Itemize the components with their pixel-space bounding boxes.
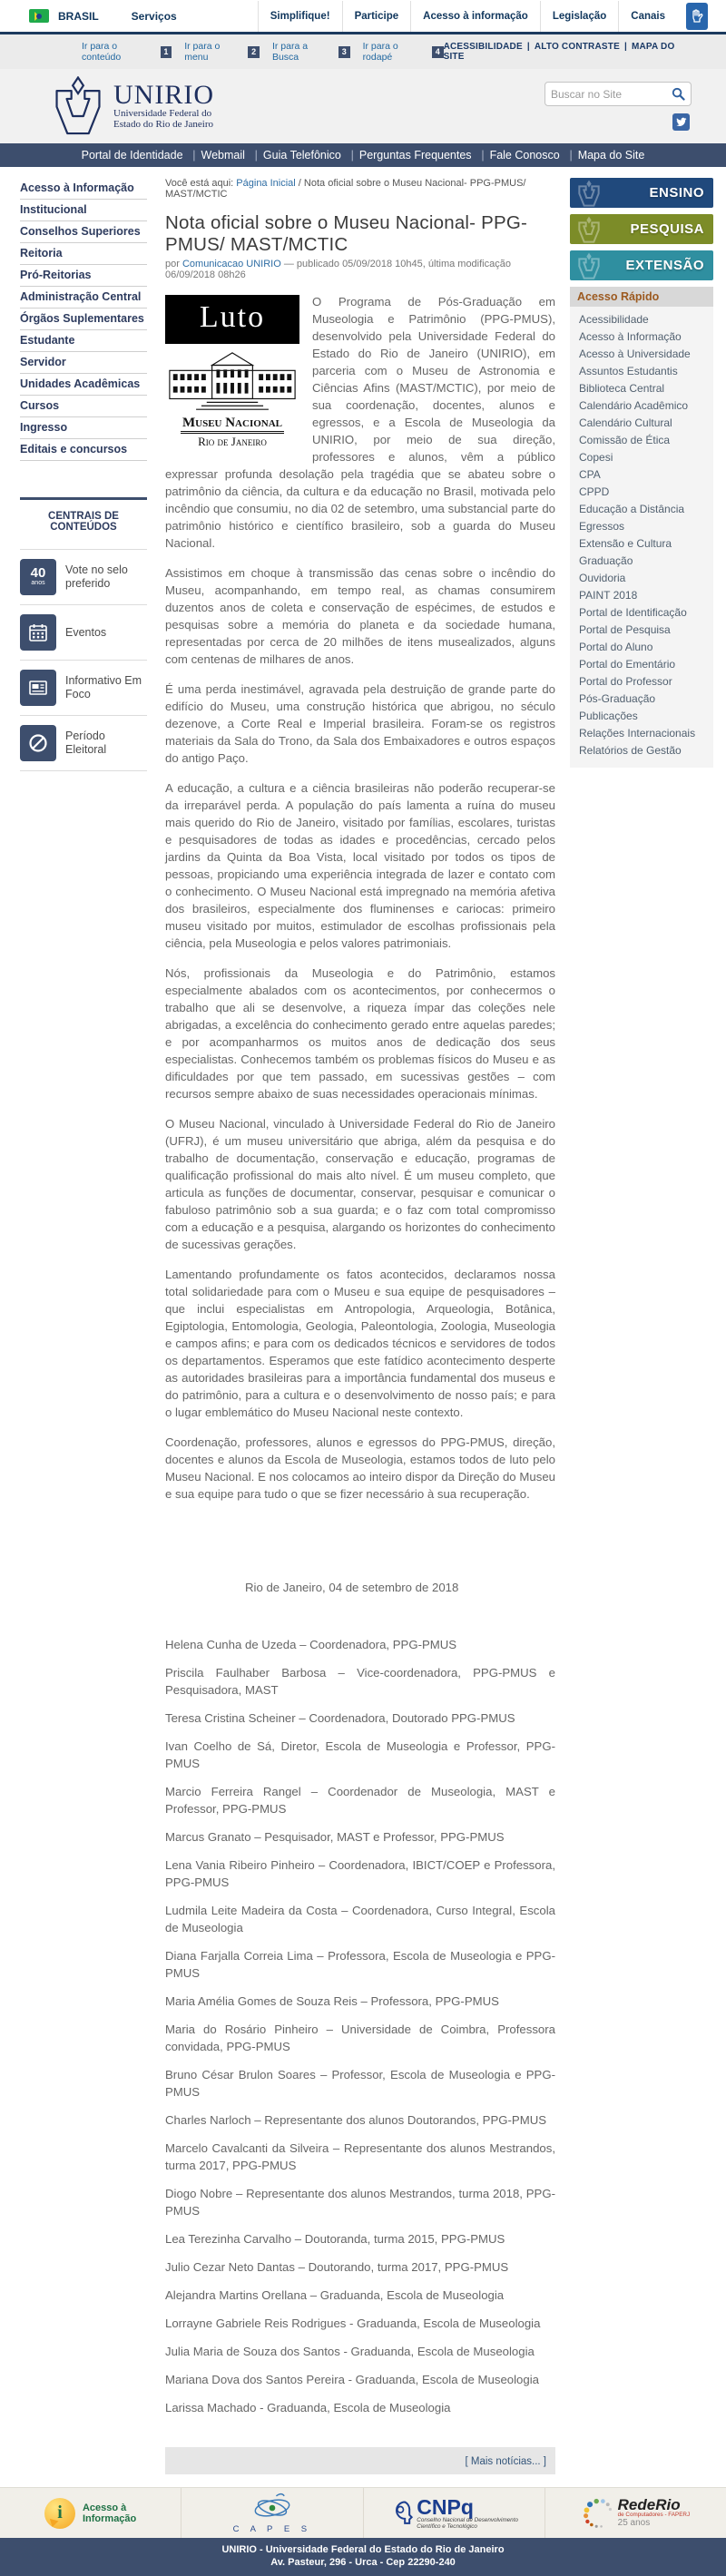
site-search: [544, 82, 692, 106]
40-anos-badge: 40 anos: [20, 559, 56, 595]
sidebar-box-label: Informativo Em Foco: [65, 674, 142, 700]
quick-access-link[interactable]: Egressos: [579, 519, 625, 533]
sidebar-nav-item[interactable]: Ingresso: [20, 417, 147, 439]
quick-access-link[interactable]: Ouvidoria: [579, 571, 626, 584]
ban-icon: [20, 725, 56, 761]
footer-university-name: UNIRIO - Universidade Federal do Estado do Rio de Janeiro: [221, 2544, 505, 2555]
skip-link-number: 2: [248, 46, 260, 58]
content-hubs-heading: CENTRAIS DE CONTEÚDOS: [48, 511, 119, 533]
article-paragraph: O Programa de Pós-Graduação em Museologia e Patrimônio (PPG-PMUS), desenvolvido pela Universidade Federal do Estado do Rio de Janeiro (UNIRIO), em parceria com o Museu de Astronomia e Ciências Afins (MAST/MCTIC), por meio de sua coordenação, docentes, alunos e egressos, e a Escola de Museologia da UNIRIO, por meio de sua direção, professores e alunos, vêm a público expressar profunda desolação pela tragédia que se abateu sobre o patrimônio da ciência, da cultura e da educação no Brasil, motivada pelo incêndio que consumiu, no dia 02 de setembro, uma substancial parte do patrimônio histórico e científico brasileiro, sob a guarda do Museu Nacional.: [165, 295, 555, 550]
libras-accessibility-icon[interactable]: [686, 3, 708, 30]
high-contrast-link[interactable]: ALTO CONTRASTE: [534, 42, 620, 52]
quick-access-link[interactable]: Copesi: [579, 450, 613, 464]
banner-extensao[interactable]: EXTENSÃO: [570, 250, 713, 280]
quick-access-link[interactable]: Biblioteca Central: [579, 381, 665, 395]
quick-access-link[interactable]: Acesso à Universidade: [579, 347, 691, 360]
site-map-link[interactable]: MAPA DO SITE: [443, 42, 675, 62]
museum-building-drawing: [166, 348, 299, 415]
quick-access-link[interactable]: Calendário Acadêmico: [579, 398, 689, 412]
cnpq-logo[interactable]: CNPq Conselho Nacional de Desenvolvimento Científico e Tecnológico: [363, 2488, 544, 2538]
skip-link[interactable]: Ir para a Busca 3: [272, 41, 350, 63]
luto-banner: Luto: [165, 295, 299, 344]
article-paragraph: A educação, a cultura e a ciência brasileiras não poderão recuperar-se da irreparável perda. A população do país lamenta a ruína do museu mais querido do Rio de Janeiro, visitado por famílias, escolares, turistas e pesquisadores de todas as idades e procedências, cercado pelos jardins da Quinta da Boa Vista, local visitado por todos os tipos de pessoas, propiciando uma experiência integrada de lazer e contato com o conhecimento. O Museu Nacional está impregnado na memória afetiva dos brasileiros, especialmente dos fluminenses e cariocas: primeiro museu visitado por muitos, estimulador de escolhas profissionais pela ciência, pela Museologia e pelos valores patrimoniais.: [165, 781, 555, 950]
logo-subtitle-1: Universidade Federal do: [113, 108, 212, 119]
government-bar: [0, 0, 726, 34]
sidebar-box-label: Período Eleitoral: [65, 730, 107, 756]
sidebar-nav-item[interactable]: Estudante: [20, 330, 147, 352]
nav-mapa-do-site[interactable]: Mapa do Site: [577, 149, 645, 162]
sidebar-box-eleitoral[interactable]: [20, 715, 147, 771]
signature-line: Julio Cezar Neto Dantas – Doutorando, turma 2017, PPG-PMUS: [165, 2260, 509, 2274]
sidebar-box-eventos[interactable]: [20, 604, 147, 660]
article-paragraph: Lamentando profundamente os fatos acontecidos, declaramos nossa total solidariedade para com o Museu e sua equipe de pesquisadores – que inclui especialistas em Antropologia, Arqueologia, Botânica, Egiptologia, Entomologia, Geologia, Paleontologia, Zoologia, Museologia e campos afins; e para com os dedicados técnicos e servidores de todos os departamentos. Esperamos que este fatídico acontecimento desperte as autoridades brasileiras para a importância fundamental dos museus e do patrimônio, para a cultura e o desenvolvimento de nosso país; e para o lugar emblemático do Museu Nacional neste contexto.: [165, 1268, 555, 1419]
quick-access-link[interactable]: Assuntos Estudantis: [579, 364, 678, 377]
sidebar-nav-item[interactable]: Pró-Reitorias: [20, 265, 147, 287]
sidebar-nav-item[interactable]: Editais e concursos: [20, 439, 147, 461]
unirio-logo[interactable]: [50, 76, 544, 136]
nav-portal-identidade[interactable]: Portal de Identidade |: [73, 149, 192, 162]
capes-swirl-icon: [252, 2493, 292, 2523]
rederio-dots-icon: [582, 2498, 614, 2529]
footer-address: Av. Pasteur, 296 - Urca - Cep 22290-240: [270, 2557, 456, 2568]
article-paragraph: O Museu Nacional, vinculado à Universidade Federal do Rio de Janeiro (UFRJ), é um museu universitário que abriga, além da pesquisa e do trabalho de documentação, conservação e educação, programas de qualificação profissional do mais alto nível. É um museu completo, que articula as funções de documentar, conservar, pesquisar e comunicar o fabuloso patrimônio sob a sua guarda; e o faz com total compromisso com a educação e a pesquisa, alargando os horizontes do conhecimento de sucessivas gerações.: [165, 1117, 555, 1251]
partners-footer: [0, 2487, 726, 2538]
twitter-icon[interactable]: [672, 113, 690, 131]
signature-line: Maria Amélia Gomes de Souza Reis – Professora, PPG-PMUS: [165, 1994, 499, 2008]
sidebar-nav-item[interactable]: Acesso à Informação: [20, 178, 147, 200]
quick-access-link[interactable]: Portal do Ementário: [579, 657, 676, 671]
nav-guia-telefonico[interactable]: Guia Telefônico |: [254, 149, 350, 162]
sidebar-nav-item[interactable]: Cursos: [20, 396, 147, 417]
signature-line: Priscila Faulhaber Barbosa – Vice-coordenadora, PPG-PMUS e Pesquisadora, MAST: [165, 1666, 555, 1697]
article-paragraph: Assistimos em choque à transmissão das cenas sobre o incêndio do Museu, acompanhando, em tempo real, as chamas consumirem duzentos anos de coleta e conservação de espécimes, de estudos e pesquisas sobre a memória do planeta e da sociedade humana, representadas por cerca de 20 milhões de itens musealizados, alguns com centenas de milhares de anos.: [165, 566, 555, 666]
accessibility-skip-bar: [0, 34, 726, 69]
sidebar-nav-item[interactable]: Unidades Acadêmicas: [20, 374, 147, 396]
acesso-informacao-logo[interactable]: i Acesso à Informação: [0, 2488, 181, 2538]
accessibility-link[interactable]: ACESSIBILIDADE: [443, 42, 523, 52]
signature-line: Charles Narloch – Representante dos alunos Doutorandos, PPG-PMUS: [165, 2113, 547, 2127]
logo-subtitle-2: Estado do Rio de Janeiro: [113, 119, 213, 130]
nav-perguntas-frequentes[interactable]: Perguntas Frequentes |: [350, 149, 481, 162]
more-news-bar: [165, 2447, 555, 2474]
signature-line: Marcelo Cavalcanti da Silveira – Representante dos alunos Mestrandos, turma 2017, PPG-PMUS: [165, 2141, 555, 2172]
left-sidebar: [13, 178, 147, 2474]
gov-top-link[interactable]: Canais: [618, 1, 677, 32]
sidebar-box-label: Vote no selo preferido: [65, 563, 128, 590]
signature-line: Maria do Rosário Pinheiro – Universidade de Coimbra, Professora convidada, PPG-PMUS: [165, 2023, 555, 2053]
signature-line: Bruno César Brulon Soares – Professor, Escola de Museologia e PPG-PMUS: [165, 2068, 555, 2099]
sidebar-nav-item[interactable]: Conselhos Superiores: [20, 221, 147, 243]
unirio-watermark-icon: [574, 180, 604, 207]
main-content: [147, 178, 570, 2474]
unirio-watermark-icon: [574, 252, 604, 279]
sidebar-nav-item[interactable]: Servidor: [20, 352, 147, 374]
byline: por Comunicacao UNIRIO — publicado 05/09/2018 10h45, última modificação 06/09/2018 08h26: [165, 259, 511, 280]
sidebar-nav-item[interactable]: Reitoria: [20, 243, 147, 265]
sidebar-box-label: Eventos: [65, 625, 107, 639]
quick-access-link[interactable]: Educação a Distância: [579, 502, 685, 515]
signature-line: Ivan Coelho de Sá, Diretor, Escola de Museologia e Professor, PPG-PMUS: [165, 1739, 555, 1770]
capes-logo[interactable]: C A P E S: [181, 2488, 362, 2538]
article-paragraph: Nós, profissionais da Museologia e do Patrimônio, estamos especialmente abalados com os acontecimentos, por conhecermos o trabalho que ali se desenvolve, a riqueza ímpar das coleções nele abrigadas, a excelência do conhecimento gerado entre aquelas paredes; e por acompanharmos os muitos anos de dedicação dos seus especialistas. Conhecemos também os problemas físicos do Museu e as dificuldades por que tem passado, em sucessivas gestões – com recursos sempre abaixo de suas necessidades operacionais mínimas.: [165, 966, 555, 1101]
accessibility-options: ACESSIBILIDADE | ALTO CONTRASTE | MAPA DO SITE: [443, 42, 675, 62]
main-navigation: [0, 143, 726, 167]
signature-line: Lea Terezinha Carvalho – Doutoranda, turma 2015, PPG-PMUS: [165, 2232, 505, 2246]
rederio-logo[interactable]: RedeRio de Computadores - FAPERJ 25 anos: [544, 2488, 726, 2538]
signature-line: Lena Vania Ribeiro Pinheiro – Coordenadora, IBICT/COEP e Professora, PPG-PMUS: [165, 1858, 555, 1889]
quick-access-link[interactable]: Pós-Graduação: [579, 691, 656, 705]
signature-line: Diogo Nobre – Representante dos alunos Mestrandos, turma 2018, PPG-PMUS: [165, 2187, 555, 2218]
signature-line: Larissa Machado - Graduanda, Escola de Museologia: [165, 2401, 451, 2414]
address-footer: [0, 2538, 726, 2576]
nav-webmail[interactable]: Webmail |: [192, 149, 254, 162]
breadcrumb: Você está aqui: Página Inicial / Nota oficial sobre o Museu Nacional- PPG-PMUS/ MAST/MCTIC: [165, 178, 526, 200]
luto-museum-image: [165, 295, 299, 450]
quick-access-link[interactable]: Portal do Professor: [579, 674, 672, 688]
gov-brand-label[interactable]: BRASIL: [58, 9, 99, 23]
signature-line: Mariana Dova dos Santos Pereira - Graduanda, Escola de Museologia: [165, 2373, 539, 2386]
banner-pesquisa[interactable]: PESQUISA: [570, 214, 713, 244]
dateline: Rio de Janeiro, 04 de setembro de 2018: [245, 1581, 459, 1594]
signature-line: Lorrayne Gabriele Reis Rodrigues - Graduanda, Escola de Museologia: [165, 2316, 541, 2330]
sidebar-nav-item[interactable]: Administração Central: [20, 287, 147, 309]
skip-link-number: 4: [432, 46, 444, 58]
sidebar-nav-item[interactable]: Órgãos Suplementares: [20, 309, 147, 330]
sidebar-box-selo[interactable]: [20, 549, 147, 604]
quick-access-link[interactable]: Relações Internacionais: [579, 726, 696, 739]
signature-line: Teresa Cristina Scheiner – Coordenadora, Doutorado PPG-PMUS: [165, 1711, 515, 1725]
skip-link[interactable]: Ir para o conteúdo 1: [82, 41, 172, 63]
skip-link[interactable]: Ir para o rodapé 4: [363, 41, 444, 63]
signature-line: Marcio Ferreira Rangel – Coordenador de Museologia, MAST e Professor, PPG-PMUS: [165, 1785, 555, 1816]
gov-top-link[interactable]: Participe: [342, 1, 411, 32]
sidebar-nav-item[interactable]: Institucional: [20, 200, 147, 221]
quick-access-link[interactable]: CPA: [579, 467, 601, 481]
skip-link-number: 1: [161, 46, 172, 58]
logo-title: UNIRIO: [113, 80, 214, 110]
brazil-flag-icon: [29, 9, 49, 23]
search-input[interactable]: [551, 88, 672, 101]
info-bubble-icon: i: [44, 2498, 75, 2529]
gov-top-link[interactable]: Acesso à informação: [410, 1, 540, 32]
museum-caption-1: Museu Nacional: [181, 416, 284, 434]
museum-caption-2: Rio de Janeiro: [198, 435, 267, 448]
signature-line: Marcus Granato – Pesquisador, MAST e Professor, PPG-PMUS: [165, 1830, 505, 1844]
gov-top-link[interactable]: Legislação: [540, 1, 618, 32]
skip-link[interactable]: Ir para o menu 2: [184, 41, 260, 63]
quick-access-link[interactable]: Extensão e Cultura: [579, 536, 672, 550]
right-sidebar: [570, 178, 713, 2474]
quick-access-link[interactable]: Portal de Pesquisa: [579, 622, 671, 636]
quick-access-link[interactable]: Calendário Cultural: [579, 416, 672, 429]
calendar-icon: [20, 614, 56, 651]
page-title: Nota oficial sobre o Museu Nacional- PPG-PMUS/ MAST/MCTIC: [165, 212, 528, 255]
skip-link-number: 3: [338, 46, 350, 58]
breadcrumb-home-link[interactable]: Página Inicial: [236, 178, 296, 189]
gov-top-link[interactable]: Simplifique!: [258, 1, 342, 32]
banner-ensino[interactable]: ENSINO: [570, 178, 713, 208]
quick-access-link[interactable]: Relatórios de Gestão: [579, 743, 682, 757]
site-header: [0, 69, 726, 143]
signature-line: Diana Farjalla Correia Lima – Professora, Escola de Museologia e PPG-PMUS: [165, 1949, 555, 1980]
search-icon[interactable]: [672, 87, 685, 101]
quick-access-link[interactable]: PAINT 2018: [579, 588, 638, 602]
quick-access-link[interactable]: CPPD: [579, 485, 610, 498]
unirio-shield-icon: [50, 76, 106, 136]
breadcrumb-current: Nota oficial sobre o Museu Nacional- PPG-PMUS/ MAST/MCTIC: [165, 178, 526, 200]
nav-fale-conosco[interactable]: Fale Conosco |: [481, 149, 569, 162]
unirio-watermark-icon: [574, 216, 604, 243]
article-paragraph: É uma perda inestimável, agravada pela destruição de grande parte do edifício do Museu, uma construção histórica que abrigou, no século dezenove, a Corte Real e Imperial brasileira. Foram-se os registros materiais da Sala do Trono, da Sala dos Embaixadores e outros espaços do antigo Paço.: [165, 682, 555, 765]
signature-line: Helena Cunha de Uzeda – Coordenadora, PPG-PMUS: [165, 1638, 457, 1651]
quick-access-link[interactable]: Portal de Identificação: [579, 605, 687, 619]
gov-services-link[interactable]: Serviços: [131, 9, 177, 23]
quick-access-link[interactable]: Publicações: [579, 709, 638, 722]
newspaper-icon: [20, 670, 56, 706]
quick-access-link[interactable]: Comissão de Ética: [579, 433, 671, 446]
signature-line: Alejandra Martins Orellana – Graduanda, Escola de Museologia: [165, 2288, 505, 2302]
quick-access-link[interactable]: Graduação: [579, 553, 633, 567]
more-news-link[interactable]: [ Mais notícias... ]: [465, 2456, 546, 2467]
signature-line: Ludmila Leite Madeira da Costa – Coordenadora, Curso Integral, Escola de Museologia: [165, 1904, 555, 1934]
sidebar-box-informativo[interactable]: [20, 660, 147, 715]
quick-access-heading: Acesso Rápido: [570, 287, 713, 307]
author-link[interactable]: Comunicacao UNIRIO: [182, 259, 281, 269]
quick-access-link[interactable]: Portal do Aluno: [579, 640, 653, 653]
article-paragraph: Coordenação, professores, alunos e egressos do PPG-PMUS, direção, docentes e alunos da Escola de Museologia, estamos todos de luto pelo Museu Nacional. E nos colocamos ao inteiro dispor da Direção do Museu e sua equipe para tudo o que se fizer necessário à sua recuperação.: [165, 1435, 555, 1501]
quick-access-link[interactable]: Acesso à Informação: [579, 329, 682, 343]
quick-access-link[interactable]: Acessibilidade: [579, 312, 649, 326]
cnpq-head-icon: [389, 2500, 413, 2527]
signature-line: Julia Maria de Souza dos Santos - Graduanda, Escola de Museologia: [165, 2345, 535, 2358]
